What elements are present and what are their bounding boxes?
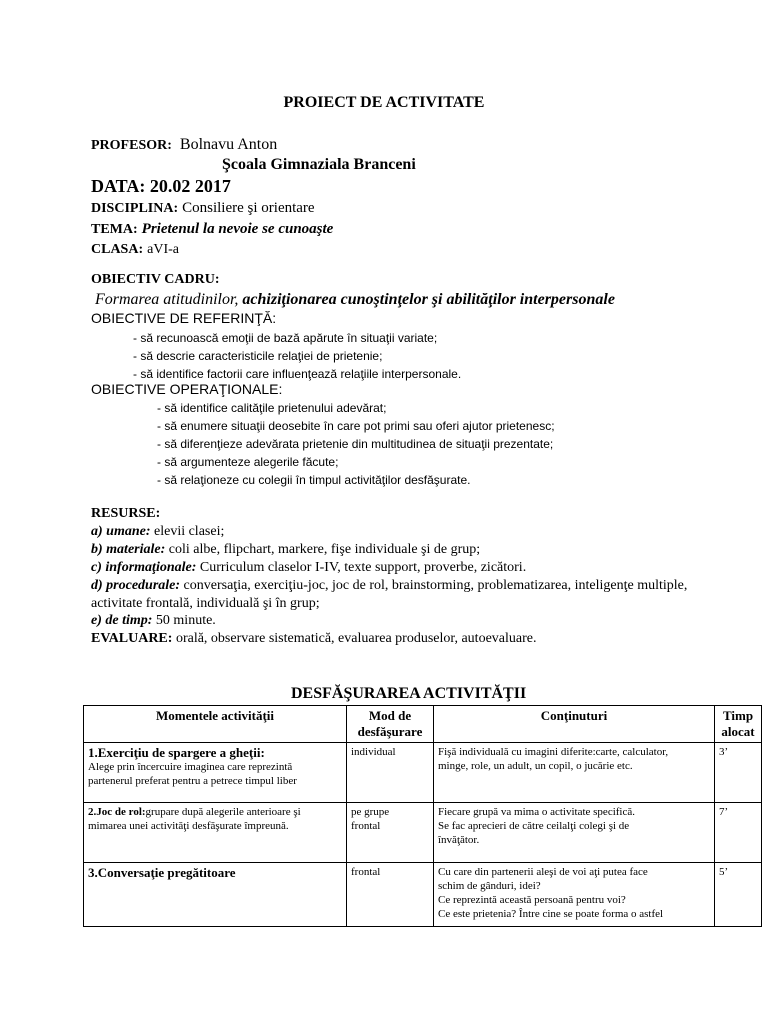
list-item: - să recunoască emoţii de bază apărute în situaţii variate; (133, 331, 438, 345)
list-item: - să identifice calităţile prietenului adevărat; (157, 401, 387, 415)
row3-cont-line2: schim de gânduri, idei? (438, 880, 541, 892)
row2-mod (347, 803, 434, 863)
row2-mod-line2: frontal (351, 820, 381, 832)
row2-cont-line2: Se fac aprecieri de către ceilalţi colegi şi de (438, 820, 630, 832)
table-row (84, 863, 762, 927)
row3-cont-line4: Ce este prietenia? Între cine se poate forma o astfel (438, 908, 664, 920)
header-continuturi (434, 706, 715, 743)
table-row (84, 743, 762, 803)
row3-mod (347, 863, 434, 927)
resurse-timp (91, 613, 216, 629)
obiectiv-cadru-part2: achiziţionarea cunoştinţelor şi abilităţilor interpersonale (242, 291, 615, 308)
resurse-procedurale-label: d) procedurale: (91, 578, 181, 593)
obiective-operationale-list (157, 399, 555, 489)
list-item: - să enumere situaţii deosebite în care pot primi sau oferi ajutor prietenesc; (157, 419, 555, 433)
page-title: PROIECT DE ACTIVITATE (283, 94, 485, 111)
list-item: - să diferenţieze adevărata prietenie din multitudinea de situaţii prezentate; (157, 437, 554, 451)
row1-moment-head: 1.Exerciţiu de spargere a gheţii: (88, 745, 265, 760)
list-item: - să argumenteze alegerile făcute; (157, 455, 339, 469)
row2-continut (434, 803, 715, 863)
row3-mod-line1: frontal (351, 866, 381, 878)
desfasurare-title: DESFĂŞURAREA ACTIVITĂŢII (291, 685, 527, 702)
resurse-umane-label: a) umane: (91, 524, 151, 539)
row1-cont-line1: Fişă individuală cu imagini diferite:carte, calculator, (438, 746, 669, 758)
row2-moment (84, 803, 347, 863)
resurse-informationale (91, 560, 526, 576)
resurse-procedurale-cont: activitate frontală, individuală şi în grup; (91, 596, 320, 611)
row1-mod-line1: individual (351, 746, 396, 758)
resurse-timp-label: e) de timp: (91, 613, 153, 628)
obiectiv-cadru-part1: Formarea atitudinilor, (95, 291, 239, 308)
school-name: Şcoala Gimnaziala Branceni (222, 156, 416, 173)
row2-cont-line3: învăţător. (438, 834, 480, 846)
tema-value: Prietenul la nevoie se cunoaşte (141, 221, 334, 237)
row3-cont-line3: Ce reprezintă această persoană pentru voi? (438, 894, 626, 906)
resurse-materiale-value: coli albe, flipchart, markere, fişe individuale şi de grup; (168, 542, 481, 557)
resurse-informationale-value: Curriculum claselor I-IV, texte support, proverbe, zicători. (199, 560, 527, 575)
row1-moment-text1: Alege prin încercuire imaginea care reprezintă (88, 761, 293, 773)
evaluare-line (91, 631, 536, 647)
tema-line (91, 220, 333, 238)
resurse-procedurale-value: conversaţia, exerciţiu-joc, joc de rol, brainstorming, problematizarea, inteligenţe multiple, (183, 578, 688, 593)
header-continuturi-label: Conţinuturi (540, 708, 608, 723)
header-mod (347, 706, 434, 743)
activity-table (83, 705, 762, 927)
clasa-value: aVI-a (147, 242, 179, 257)
row3-cont-line1: Cu care din partenerii aleşi de voi aţi putea face (438, 866, 648, 878)
profesor-line (91, 136, 277, 154)
resurse-materiale (91, 542, 480, 558)
list-item: - să descrie caracteristicile relaţiei de prietenie; (133, 349, 383, 363)
header-mod-line1: Mod de (368, 708, 412, 723)
header-timp-line1: Timp (722, 708, 754, 723)
disciplina-value: Consiliere şi orientare (182, 200, 315, 216)
table-row (84, 803, 762, 863)
evaluare-value: orală, observare sistematică, evaluarea produselor, autoevaluare. (175, 631, 537, 646)
header-momente (84, 706, 347, 743)
profesor-value: Bolnavu Anton (179, 136, 278, 153)
row2-moment-text1: grupare după alegerile anterioare şi (145, 806, 301, 818)
data-line (91, 176, 231, 197)
row1-moment (84, 743, 347, 803)
resurse-label: RESURSE: (91, 506, 161, 521)
row2-cont-line1: Fiecare grupă va mima o activitate specifică. (438, 806, 635, 818)
list-item: - să relaţioneze cu colegii în timpul activităţilor desfăşurate. (157, 473, 471, 487)
list-item: - să identifice factorii care influenţează relaţiile interpersonale. (133, 367, 462, 381)
row1-cont-line2: minge, role, un adult, un copil, o jucărie etc. (438, 760, 633, 772)
row1-continut (434, 743, 715, 803)
row3-moment (84, 863, 347, 927)
disciplina-line (91, 199, 315, 217)
header-momente-label: Momentele activităţii (155, 708, 275, 723)
resurse-procedurale (91, 578, 687, 594)
row1-moment-text2: partenerul preferat pentru a petrece timpul liber (88, 775, 297, 787)
obiectiv-cadru-label: OBIECTIV CADRU: (91, 272, 220, 287)
profesor-label: PROFESOR: (91, 138, 172, 153)
row3-continut (434, 863, 715, 927)
resurse-informationale-label: c) informaţionale: (91, 560, 197, 575)
clasa-line (91, 240, 179, 258)
obiectiv-cadru-text (95, 291, 615, 309)
disciplina-label: DISCIPLINA: (91, 201, 179, 216)
clasa-label: CLASA: (91, 242, 144, 257)
header-mod-line2: desfăşurare (357, 724, 423, 739)
resurse-timp-value: 50 minute. (155, 613, 216, 628)
row3-timp: 5’ (715, 863, 762, 927)
data-label: DATA: (91, 176, 146, 196)
row2-timp: 7’ (715, 803, 762, 863)
evaluare-label: EVALUARE: (91, 631, 173, 646)
header-timp (715, 706, 762, 743)
resurse-umane (91, 524, 224, 540)
data-value: 20.02 2017 (149, 176, 231, 196)
row2-moment-text2: mimarea unei activităţi desfăşurate împreună. (88, 820, 289, 832)
tema-label: TEMA: (91, 222, 138, 237)
row3-moment-head: 3.Conversaţie pregătitoare (88, 865, 236, 880)
resurse-umane-value: elevii clasei; (154, 524, 225, 539)
row1-timp: 3’ (715, 743, 762, 803)
obiective-operationale-label: OBIECTIVE OPERAŢIONALE: (91, 381, 283, 397)
header-timp-line2: alocat (721, 724, 755, 739)
row2-mod-line1: pe grupe (351, 806, 390, 818)
row2-moment-head: 2.Joc de rol: (88, 806, 146, 818)
row1-mod (347, 743, 434, 803)
obiective-referinta-label: OBIECTIVE DE REFERINŢĂ: (91, 310, 277, 326)
table-header-row (84, 706, 762, 743)
resurse-materiale-label: b) materiale: (91, 542, 166, 557)
obiective-referinta-list (133, 329, 461, 383)
